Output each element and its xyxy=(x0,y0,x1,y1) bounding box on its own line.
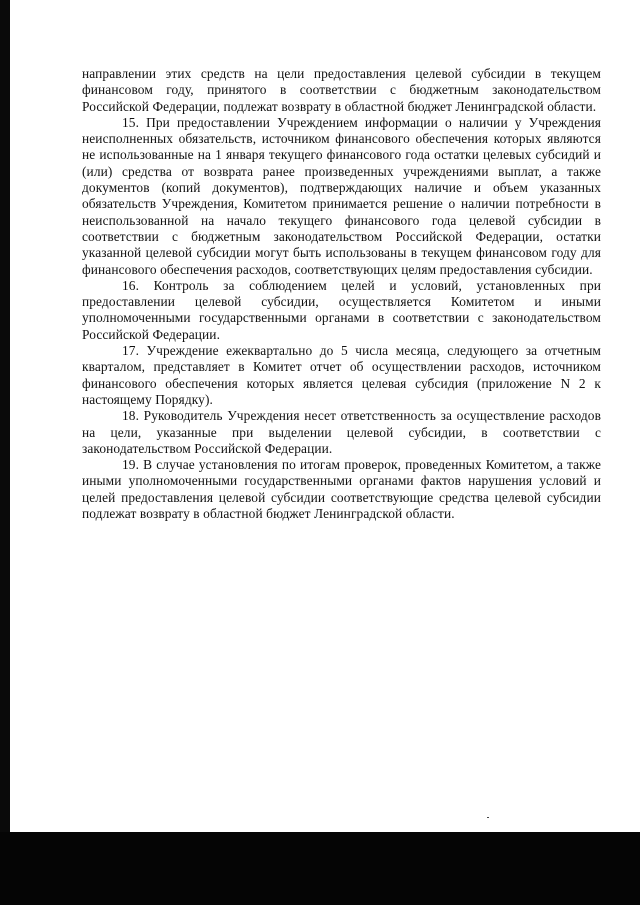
paragraph-15: 15. При предоставлении Учреждением информации о наличии у Учреждения неисполненных обязательств, источником финансового обеспечения которых являются не использованные на 1 января текущего финансового года остатки целевых субсидий и (или) средства от возврата ранее произведенных учреждениями выплат, а также документов (копий документов), подтверждающих наличие и объем указанных обязательств Учреждения, Комитетом принимается решение о наличии потребности в неиспользованной на начало текущего финансового года целевой субсидии в соответствии с бюджетным законодательством Российской Федерации, остатки указанной целевой субсидии могут быть использованы в текущем финансовом году для финансового обеспечения расходов, соответствующих целям предоставления субсидии. xyxy=(82,114,601,277)
paragraph-16: 16. Контроль за соблюдением целей и условий, установленных при предоставлении целевой субсидии, осуществляется Комитетом и иными уполномоченными государственными органами в соответствии с законодательством Российской Федерации. xyxy=(82,277,601,342)
paragraph-14-continuation: направлении этих средств на цели предоставления целевой субсидии в текущем финансовом году, принятого в соответствии с бюджетным законодательством Российской Федерации, подлежат возврату в областной бюджет Ленинградской области. xyxy=(82,66,601,114)
paragraph-19: 19. В случае установления по итогам проверок, проведенных Комитетом, а также иными уполномоченными государственными органами фактов нарушения условий и целей предоставления целевой субсидии соответствующие средства целевой субсидии подлежат возврату в областной бюджет Ленинградской области. xyxy=(82,457,601,522)
scan-bottom-black-band xyxy=(0,832,640,905)
scan-left-edge-shadow xyxy=(0,0,10,905)
scan-speck xyxy=(487,817,489,818)
paragraph-18: 18. Руководитель Учреждения несет ответственность за осуществление расходов на цели, указанные при выделении целевой субсидии, в соответствии с законодательством Российской Федерации. xyxy=(82,408,601,456)
paragraph-17: 17. Учреждение ежеквартально до 5 числа месяца, следующего за отчетным кварталом, представляет в Комитет отчет об осуществлении расходов, источником финансового обеспечения которых является целевая субсидия (приложение N 2 к настоящему Порядку). xyxy=(82,343,601,407)
document-body xyxy=(82,66,601,522)
